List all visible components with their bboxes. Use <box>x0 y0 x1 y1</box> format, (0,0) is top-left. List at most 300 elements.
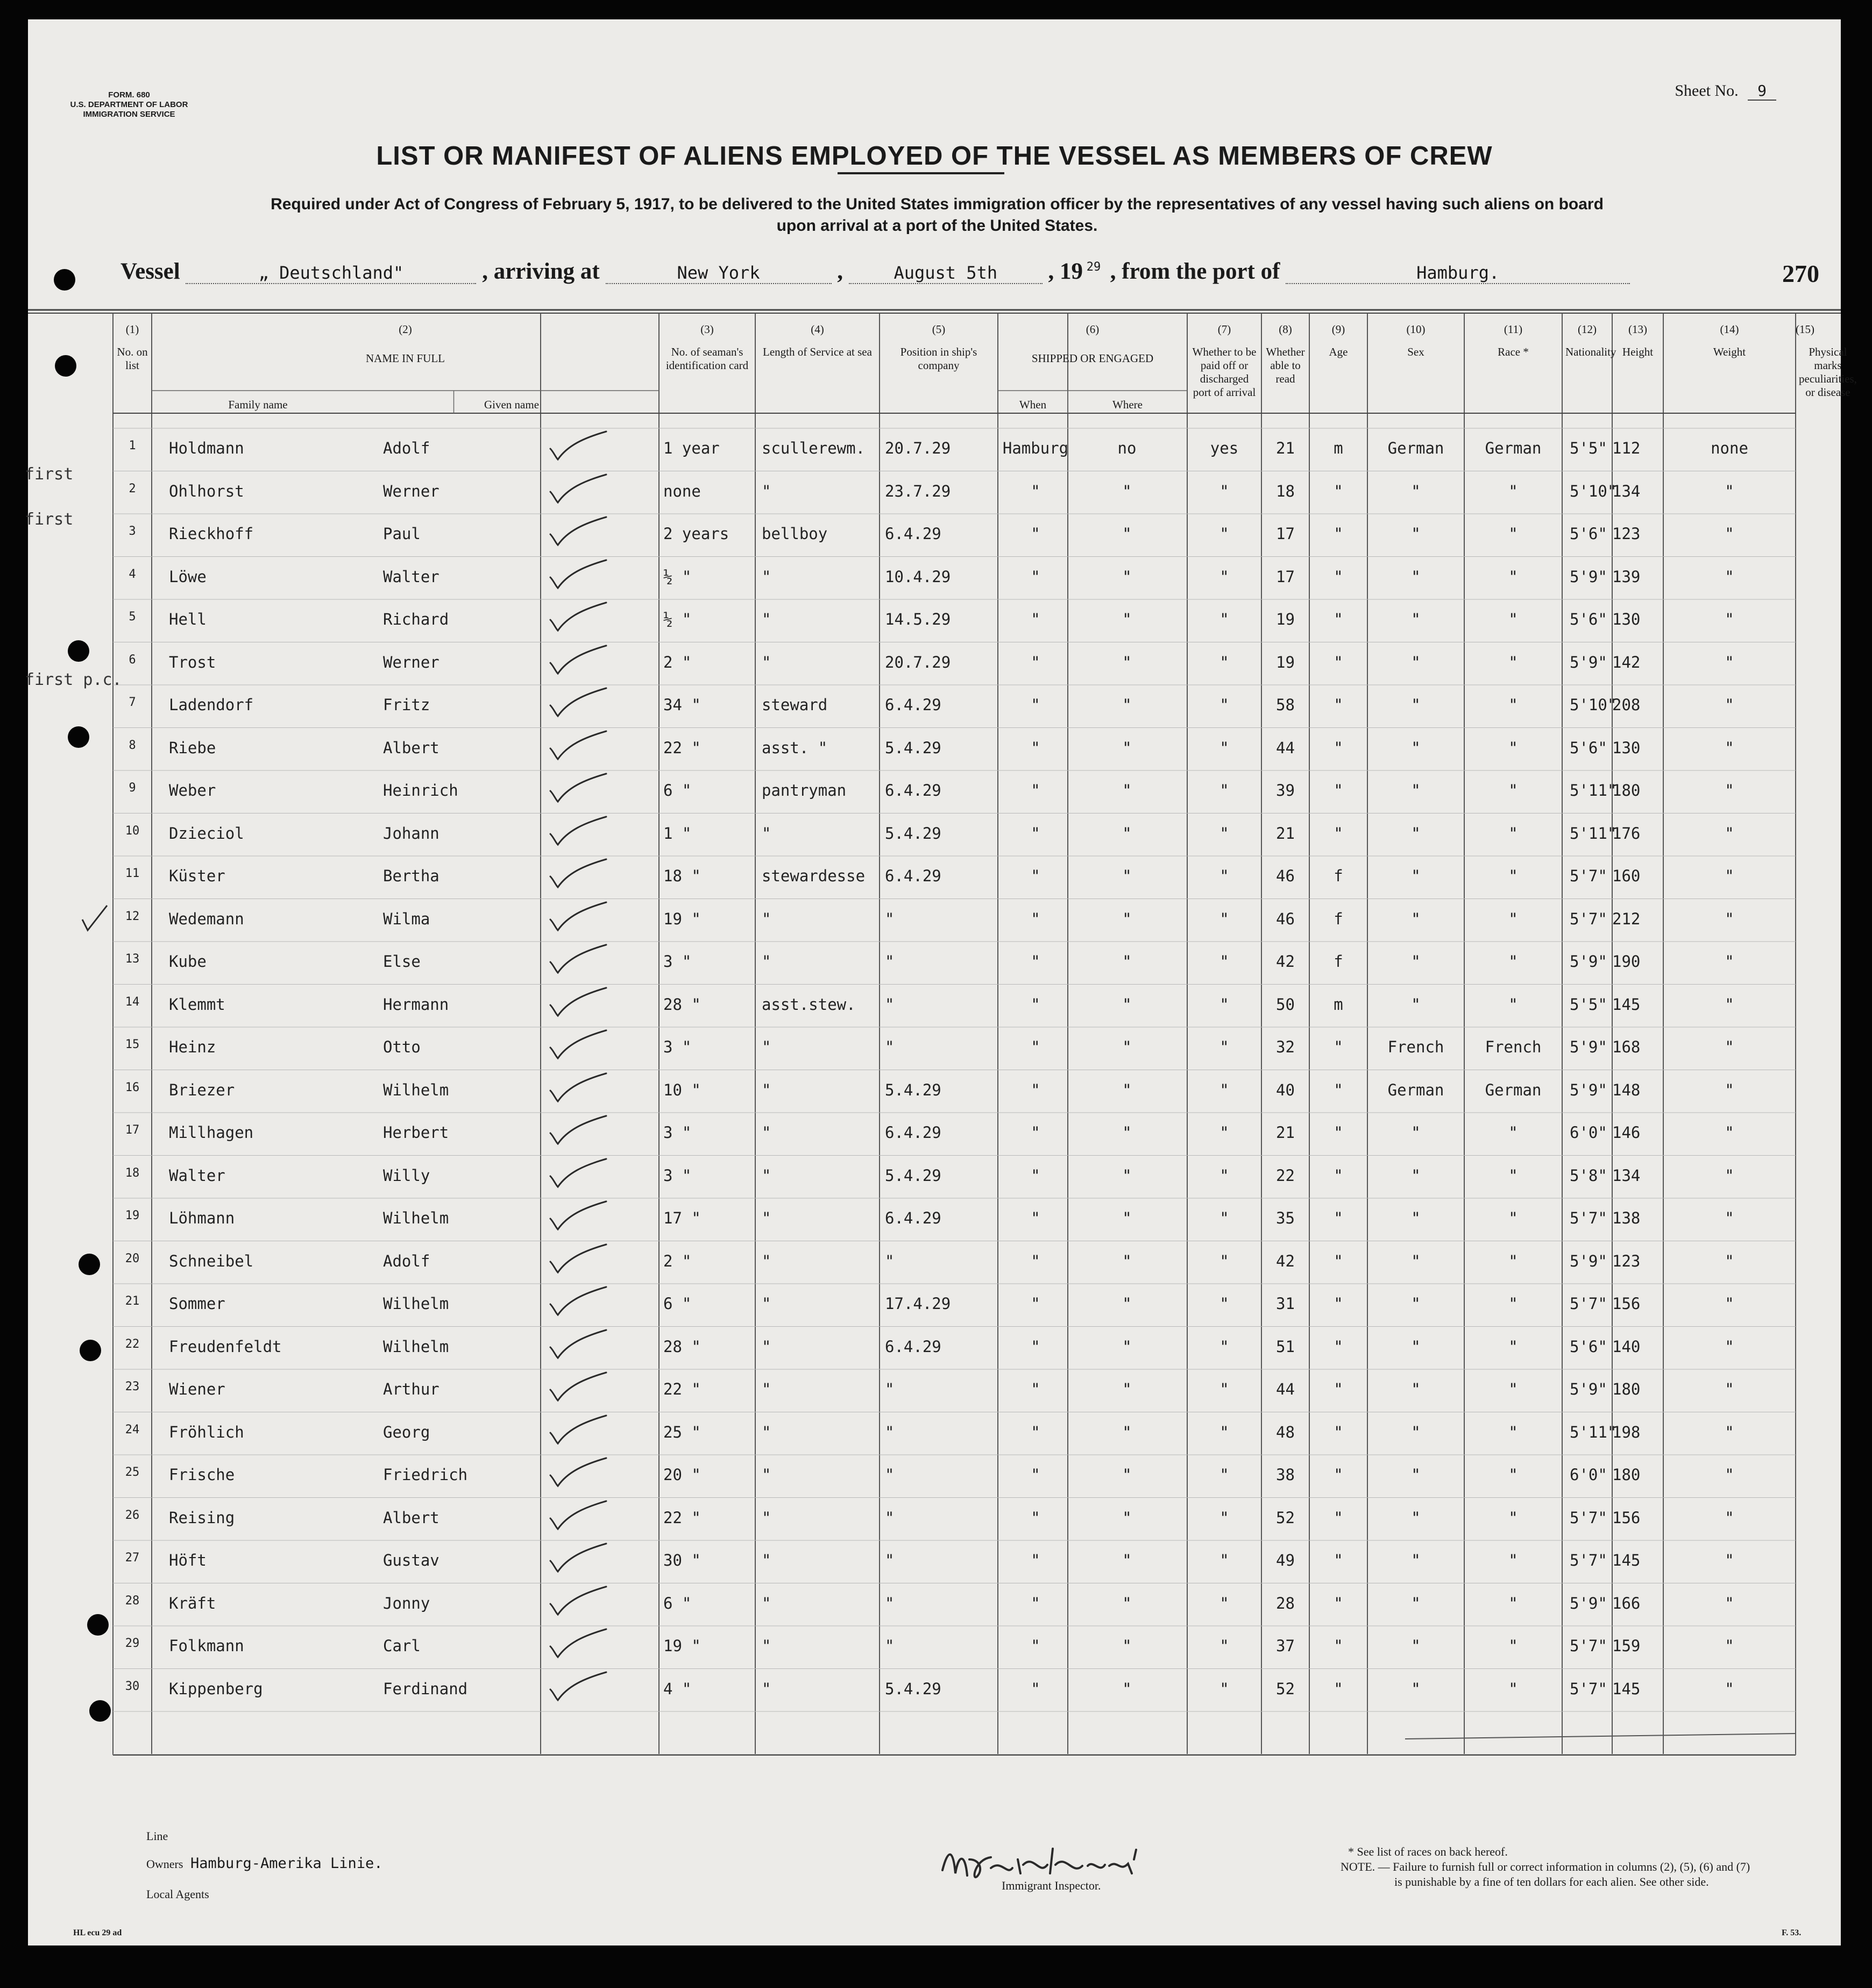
height: 5'8" <box>1570 1166 1607 1185</box>
table-grid <box>28 19 1841 1945</box>
race: " <box>1411 1294 1421 1313</box>
row-number: 24 <box>125 1423 140 1437</box>
able-to-read: " <box>1219 738 1229 757</box>
shipped-when: " <box>885 1637 895 1655</box>
shipped-where: " <box>1031 1251 1040 1270</box>
binder-hole <box>68 726 89 748</box>
given-name: Georg <box>383 1423 430 1441</box>
check-mark-icon <box>546 812 611 850</box>
row-number: 30 <box>125 1679 140 1693</box>
service-length: 6 " <box>663 1594 692 1612</box>
given-name: Heinrich <box>383 781 458 800</box>
age: 32 <box>1276 1038 1295 1056</box>
height: 5'6" <box>1570 525 1607 543</box>
able-to-read: " <box>1219 482 1229 500</box>
family-name: Rieckhoff <box>169 525 254 543</box>
sex: " <box>1334 781 1343 800</box>
family-name: Folkmann <box>169 1637 244 1655</box>
nationality: German <box>1485 1080 1542 1099</box>
row-number: 18 <box>125 1166 140 1180</box>
nationality: " <box>1508 738 1518 757</box>
race: " <box>1411 1251 1421 1270</box>
row-number: 14 <box>125 995 140 1009</box>
service-length: 28 " <box>663 995 701 1014</box>
height: 5'9" <box>1570 1038 1607 1056</box>
service-length: 3 " <box>663 1038 692 1056</box>
service-length: 2 years <box>663 525 729 543</box>
service-length: 17 " <box>663 1209 701 1227</box>
sex: " <box>1334 525 1343 543</box>
sex: " <box>1334 653 1343 671</box>
row-number: 15 <box>125 1038 140 1051</box>
age: 44 <box>1276 1380 1295 1398</box>
physical-marks: " <box>1725 1551 1734 1569</box>
able-to-read: " <box>1219 567 1229 586</box>
position: pantryman <box>762 781 847 800</box>
race: " <box>1411 1551 1421 1569</box>
age: 49 <box>1276 1551 1295 1569</box>
nationality: " <box>1508 1166 1518 1185</box>
nationality: " <box>1508 781 1518 800</box>
weight: 176 <box>1612 824 1641 843</box>
column-number: (11) <box>1504 323 1523 336</box>
age: 46 <box>1276 909 1295 928</box>
position: " <box>762 1551 771 1569</box>
position: " <box>762 1380 771 1398</box>
vessel-name: „ Deutschland" <box>186 263 476 284</box>
arriving-label: , arriving at <box>482 259 600 284</box>
nationality: " <box>1508 1637 1518 1655</box>
age: 52 <box>1276 1508 1295 1527</box>
inspector-label: Immigrant Inspector. <box>1002 1879 1101 1892</box>
column-number: (9) <box>1331 323 1345 336</box>
service-length: 1 " <box>663 824 692 843</box>
check-mark-icon <box>546 1026 611 1064</box>
paid-off: " <box>1122 567 1132 586</box>
sex: m <box>1334 439 1343 457</box>
family-name: Fröhlich <box>169 1423 244 1441</box>
paid-off: " <box>1122 1551 1132 1569</box>
family-name: Holdmann <box>169 439 244 457</box>
column-number: (1) <box>125 323 139 336</box>
sex: " <box>1334 1337 1343 1356</box>
physical-marks: " <box>1725 867 1734 885</box>
shipped-where: " <box>1031 525 1040 543</box>
weight: 168 <box>1612 1038 1641 1056</box>
shipped-where: " <box>1031 1380 1040 1398</box>
paid-off: " <box>1122 1679 1132 1698</box>
race: " <box>1411 1679 1421 1698</box>
service-length: 19 " <box>663 909 701 928</box>
shipped-when: " <box>885 1380 895 1398</box>
nationality: German <box>1485 439 1542 457</box>
race: " <box>1411 867 1421 885</box>
column-label: Length of Service at sea <box>763 345 872 358</box>
check-mark-icon <box>546 727 611 765</box>
physical-marks: " <box>1725 1038 1734 1056</box>
given-name: Wilhelm <box>383 1080 449 1099</box>
service-length: none <box>663 482 701 500</box>
check-mark-icon <box>546 1625 611 1662</box>
from-port-label: , from the port of <box>1110 259 1280 284</box>
row-number: 4 <box>129 567 136 581</box>
family-name: Walter <box>169 1166 225 1185</box>
nationality: " <box>1508 1466 1518 1484</box>
weight: 212 <box>1612 909 1641 928</box>
height: 5'9" <box>1570 1380 1607 1398</box>
age: 48 <box>1276 1423 1295 1441</box>
column-label: SHIPPED OR ENGAGED <box>1031 352 1154 365</box>
physical-marks: " <box>1725 1508 1734 1527</box>
check-mark-icon <box>546 984 611 1021</box>
row-number: 10 <box>125 824 140 838</box>
physical-marks: " <box>1725 610 1734 628</box>
shipped-when: 23.7.29 <box>885 482 951 500</box>
able-to-read: " <box>1219 1294 1229 1313</box>
paid-off: " <box>1122 995 1132 1014</box>
shipped-where: " <box>1031 1209 1040 1227</box>
able-to-read: " <box>1219 1209 1229 1227</box>
able-to-read: " <box>1219 1337 1229 1356</box>
position: " <box>762 1123 771 1142</box>
able-to-read: " <box>1219 1080 1229 1099</box>
height: 5'9" <box>1570 1080 1607 1099</box>
age: 18 <box>1276 482 1295 500</box>
paid-off: " <box>1122 824 1132 843</box>
physical-marks: " <box>1725 1380 1734 1398</box>
check-mark-icon <box>546 1582 611 1620</box>
shipped-where: " <box>1031 610 1040 628</box>
height: 5'7" <box>1570 1551 1607 1569</box>
column-label: Height <box>1622 345 1654 358</box>
row-number: 3 <box>129 525 136 538</box>
shipped-where: " <box>1031 1038 1040 1056</box>
shipped-when: " <box>885 1594 895 1612</box>
row-number: 1 <box>129 439 136 452</box>
shipped-when: 5.4.29 <box>885 1679 941 1698</box>
column-number: (2) <box>399 323 412 336</box>
shipped-where: " <box>1031 1123 1040 1142</box>
position: " <box>762 1637 771 1655</box>
sex: " <box>1334 824 1343 843</box>
column-number: (5) <box>932 323 946 336</box>
column-label: No. on list <box>117 345 148 372</box>
shipped-when: " <box>885 952 895 971</box>
footer-notes <box>1341 1844 1825 1890</box>
age: 19 <box>1276 653 1295 671</box>
physical-marks: " <box>1725 696 1734 714</box>
physical-marks: " <box>1725 1251 1734 1270</box>
position: " <box>762 1679 771 1698</box>
service-length: 28 " <box>663 1337 701 1356</box>
physical-marks: " <box>1725 1423 1734 1441</box>
height: 5'7" <box>1570 1209 1607 1227</box>
weight: 198 <box>1612 1423 1641 1441</box>
paid-off: " <box>1122 696 1132 714</box>
service-length: 22 " <box>663 1380 701 1398</box>
sex: f <box>1334 909 1343 928</box>
paid-off: " <box>1122 1209 1132 1227</box>
position: " <box>762 1508 771 1527</box>
able-to-read: yes <box>1210 439 1239 457</box>
position: " <box>762 1038 771 1056</box>
weight: 145 <box>1612 995 1641 1014</box>
service-length: 6 " <box>663 781 692 800</box>
shipped-when: 6.4.29 <box>885 696 941 714</box>
paid-off: " <box>1122 1594 1132 1612</box>
race: " <box>1411 1209 1421 1227</box>
shipped-when: 5.4.29 <box>885 824 941 843</box>
physical-marks: " <box>1725 1466 1734 1484</box>
shipped-when: 20.7.29 <box>885 439 951 457</box>
check-mark-icon <box>546 769 611 807</box>
position: asst.stew. <box>762 995 856 1014</box>
able-to-read: " <box>1219 1466 1229 1484</box>
given-name: Wilma <box>383 909 430 928</box>
sex: " <box>1334 1166 1343 1185</box>
shipped-where: " <box>1031 781 1040 800</box>
from-port: Hamburg. <box>1286 263 1630 284</box>
page-title: LIST OR MANIFEST OF ALIENS EMPLOYED OF THE VESSEL AS MEMBERS OF CREW <box>376 142 1493 171</box>
margin-note: first p.c. <box>25 670 122 689</box>
physical-marks: " <box>1725 1080 1734 1099</box>
service-length: 34 " <box>663 696 701 714</box>
position: " <box>762 482 771 500</box>
age: 21 <box>1276 1123 1295 1142</box>
column-sublabel: Where <box>1112 398 1143 411</box>
row-number: 21 <box>125 1294 140 1308</box>
given-name: Carl <box>383 1637 421 1655</box>
able-to-read: " <box>1219 653 1229 671</box>
sex: f <box>1334 952 1343 971</box>
shipped-when: " <box>885 1551 895 1569</box>
binder-hole <box>79 1254 100 1275</box>
shipped-when: 5.4.29 <box>885 738 941 757</box>
margin-note: first <box>25 510 74 529</box>
row-number: 11 <box>125 867 140 880</box>
given-name: Jonny <box>383 1594 430 1612</box>
check-mark-icon <box>546 556 611 593</box>
binder-hole <box>55 355 76 377</box>
row-number: 23 <box>125 1380 140 1393</box>
family-name: Ladendorf <box>169 696 254 714</box>
sex: " <box>1334 1551 1343 1569</box>
shipped-when: 5.4.29 <box>885 1166 941 1185</box>
able-to-read: " <box>1219 909 1229 928</box>
position: " <box>762 610 771 628</box>
service-length: 3 " <box>663 952 692 971</box>
given-name: Werner <box>383 653 439 671</box>
age: 44 <box>1276 738 1295 757</box>
able-to-read: " <box>1219 1551 1229 1569</box>
sex: f <box>1334 867 1343 885</box>
able-to-read: " <box>1219 824 1229 843</box>
sex: " <box>1334 1594 1343 1612</box>
position: " <box>762 1423 771 1441</box>
height: 5'11" <box>1570 1423 1617 1441</box>
given-name: Johann <box>383 824 439 843</box>
shipped-when: 6.4.29 <box>885 781 941 800</box>
shipped-where: " <box>1031 1080 1040 1099</box>
position: asst. " <box>762 738 828 757</box>
shipped-where: " <box>1031 1466 1040 1484</box>
row-number: 17 <box>125 1123 140 1137</box>
nationality: " <box>1508 1594 1518 1612</box>
nationality: " <box>1508 1294 1518 1313</box>
column-label: Whether able to read <box>1266 345 1305 385</box>
family-name: Hell <box>169 610 207 628</box>
subtitle-line-1: Required under Act of Congress of February 5, 1917, to be delivered to the United States immigration officer by the representatives of any vessel having such aliens on board <box>271 195 1604 213</box>
age: 31 <box>1276 1294 1295 1313</box>
able-to-read: " <box>1219 1594 1229 1612</box>
row-number: 25 <box>125 1466 140 1479</box>
given-name: Ferdinand <box>383 1679 468 1698</box>
paid-off: no <box>1117 439 1137 457</box>
nationality: " <box>1508 653 1518 671</box>
family-name: Kube <box>169 952 207 971</box>
paid-off: " <box>1122 610 1132 628</box>
family-name: Reising <box>169 1508 235 1527</box>
age: 42 <box>1276 952 1295 971</box>
able-to-read: " <box>1219 610 1229 628</box>
paid-off: " <box>1122 867 1132 885</box>
check-mark-icon <box>546 1240 611 1278</box>
physical-marks: " <box>1725 952 1734 971</box>
check-mark-icon <box>546 1069 611 1107</box>
check-mark-icon <box>546 470 611 508</box>
able-to-read: " <box>1219 1508 1229 1527</box>
shipped-where: " <box>1031 696 1040 714</box>
shipped-where: " <box>1031 1294 1040 1313</box>
paid-off: " <box>1122 1423 1132 1441</box>
given-name: Fritz <box>383 696 430 714</box>
paid-off: " <box>1122 482 1132 500</box>
height: 5'7" <box>1570 1508 1607 1527</box>
check-mark-icon <box>546 940 611 978</box>
race: " <box>1411 696 1421 714</box>
race: " <box>1411 995 1421 1014</box>
form-number: FORM. 680 <box>108 90 150 100</box>
given-name: Otto <box>383 1038 421 1056</box>
able-to-read: " <box>1219 1679 1229 1698</box>
weight: 138 <box>1612 1209 1641 1227</box>
arriving-port: New York <box>606 263 832 284</box>
age: 51 <box>1276 1337 1295 1356</box>
given-name: Werner <box>383 482 439 500</box>
given-name: Else <box>383 952 421 971</box>
column-sublabel: Family name <box>228 398 288 411</box>
family-name: Höft <box>169 1551 207 1569</box>
closing-rule <box>1405 1734 1796 1739</box>
height: 5'7" <box>1570 909 1607 928</box>
shipped-where: " <box>1031 738 1040 757</box>
paid-off: " <box>1122 1251 1132 1270</box>
height: 5'9" <box>1570 1251 1607 1270</box>
paid-off: " <box>1122 1038 1132 1056</box>
able-to-read: " <box>1219 1038 1229 1056</box>
physical-marks: " <box>1725 1123 1734 1142</box>
sex: " <box>1334 1294 1343 1313</box>
check-mark-icon <box>546 1539 611 1577</box>
service-length: 22 " <box>663 1508 701 1527</box>
family-name: Briezer <box>169 1080 235 1099</box>
nationality: " <box>1508 696 1518 714</box>
shipped-where: " <box>1031 1423 1040 1441</box>
shipped-when: " <box>885 1466 895 1484</box>
age: 42 <box>1276 1251 1295 1270</box>
position: " <box>762 824 771 843</box>
row-number: 2 <box>129 482 136 496</box>
position: " <box>762 1294 771 1313</box>
nationality: " <box>1508 909 1518 928</box>
physical-marks: " <box>1725 1637 1734 1655</box>
shipped-where: " <box>1031 909 1040 928</box>
nationality: French <box>1485 1038 1542 1056</box>
print-code: HL ecu 29 ad <box>73 1928 122 1937</box>
given-name: Adolf <box>383 1251 430 1270</box>
sex: " <box>1334 1466 1343 1484</box>
check-mark-icon <box>546 684 611 721</box>
age: 46 <box>1276 867 1295 885</box>
paid-off: " <box>1122 1466 1132 1484</box>
department-name: U.S. DEPARTMENT OF LABOR <box>70 100 188 109</box>
position: " <box>762 1251 771 1270</box>
weight: 146 <box>1612 1123 1641 1142</box>
service-length: ½ " <box>663 567 692 586</box>
binder-hole <box>89 1700 111 1722</box>
column-label: Race * <box>1498 345 1529 358</box>
penalty-note-1: NOTE. — Failure to furnish full or correct information in columns (2), (5), (6) and (7) <box>1341 1860 1750 1873</box>
row-number: 20 <box>125 1251 140 1265</box>
age: 21 <box>1276 824 1295 843</box>
shipped-where: " <box>1031 1337 1040 1356</box>
height: 5'6" <box>1570 1337 1607 1356</box>
age: 39 <box>1276 781 1295 800</box>
column-sublabel: Given name <box>484 398 540 411</box>
binder-hole <box>54 269 75 291</box>
service-length: 25 " <box>663 1423 701 1441</box>
year-prefix: 19 <box>1060 259 1083 284</box>
physical-marks: " <box>1725 1166 1734 1185</box>
weight: 123 <box>1612 525 1641 543</box>
family-name: Kräft <box>169 1594 216 1612</box>
weight: 180 <box>1612 781 1641 800</box>
sex: m <box>1334 995 1343 1014</box>
race: " <box>1411 1123 1421 1142</box>
weight: 145 <box>1612 1551 1641 1569</box>
column-number: (10) <box>1406 323 1426 336</box>
weight: 208 <box>1612 696 1641 714</box>
line-label: Line <box>146 1829 168 1843</box>
weight: 148 <box>1612 1080 1641 1099</box>
column-label: Whether to be paid off or discharged port of arrival <box>1192 345 1257 399</box>
row-number: 19 <box>125 1209 140 1222</box>
paid-off: " <box>1122 1380 1132 1398</box>
shipped-where: Hamburg <box>1002 439 1069 457</box>
physical-marks: " <box>1725 1337 1734 1356</box>
family-name: Sommer <box>169 1294 225 1313</box>
shipped-where: " <box>1031 482 1040 500</box>
sex: " <box>1334 738 1343 757</box>
physical-marks: " <box>1725 781 1734 800</box>
paid-off: " <box>1122 1166 1132 1185</box>
able-to-read: " <box>1219 781 1229 800</box>
form-code: F. 53. <box>1782 1928 1802 1937</box>
check-mark-icon <box>546 1668 611 1706</box>
service-length: 1 year <box>663 439 720 457</box>
height: 5'6" <box>1570 738 1607 757</box>
shipped-when: 17.4.29 <box>885 1294 951 1313</box>
